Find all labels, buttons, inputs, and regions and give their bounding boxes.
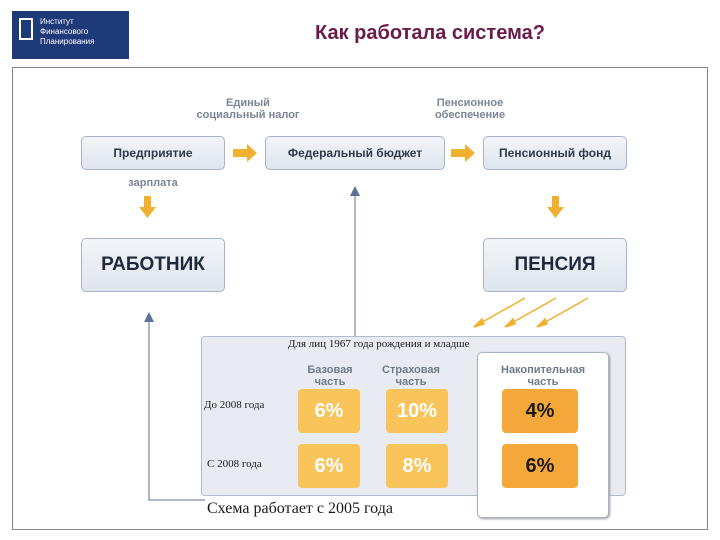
arrow-right-icon xyxy=(233,144,257,162)
header-line: часть xyxy=(527,376,559,388)
row-label: С 2008 года xyxy=(207,458,262,470)
cell-base: 6% xyxy=(298,389,360,433)
label-salary: зарплата xyxy=(128,177,178,189)
header-line: часть xyxy=(395,376,427,388)
cell-insurance: 10% xyxy=(386,389,448,433)
header-base xyxy=(298,364,362,388)
cell-insurance: 8% xyxy=(386,444,448,488)
header-line: Накопительная xyxy=(501,364,585,376)
box-worker: РАБОТНИК xyxy=(81,238,225,292)
box-enterprise: Предприятие xyxy=(81,136,225,170)
label-pension-provision xyxy=(405,97,535,121)
arrow-right-icon xyxy=(451,144,475,162)
logo-line: Институт xyxy=(40,17,74,26)
label-line: Единый xyxy=(226,97,270,109)
header-line: Базовая xyxy=(307,364,353,376)
label-social-tax xyxy=(178,97,318,121)
arrow-up-icon xyxy=(144,312,154,322)
box-pension: ПЕНСИЯ xyxy=(483,238,627,292)
header-insurance xyxy=(375,364,447,388)
header-line: часть xyxy=(314,376,346,388)
arrow-diagonal-icon xyxy=(474,319,484,327)
arrow-diagonal-icon xyxy=(505,319,515,327)
arrow-down-icon xyxy=(139,196,156,218)
box-pension-fund: Пенсионный фонд xyxy=(483,136,627,170)
arrow-diagonal-icon xyxy=(537,319,547,327)
cell-funded: 4% xyxy=(502,389,578,433)
table-caption: Для лиц 1967 года рождения и младше xyxy=(288,338,470,350)
arrow-down-icon xyxy=(547,196,564,218)
label-line: обеспечение xyxy=(434,109,506,121)
logo-line: Финансового xyxy=(40,27,89,36)
box-federal-budget: Федеральный бюджет xyxy=(265,136,445,170)
cell-base: 6% xyxy=(298,444,360,488)
row-label: До 2008 года xyxy=(204,399,265,411)
label-line: социальный налог xyxy=(196,109,300,121)
logo-line: Планирования xyxy=(40,37,95,46)
label-line: Пенсионное xyxy=(436,97,504,109)
cell-funded: 6% xyxy=(502,444,578,488)
header-line: Страховая xyxy=(382,364,440,376)
table-footer: Схема работает с 2005 года xyxy=(207,500,393,517)
page-title: Как работала система? xyxy=(315,22,545,44)
header-funded xyxy=(481,364,605,388)
arrow-up-icon xyxy=(350,186,360,196)
